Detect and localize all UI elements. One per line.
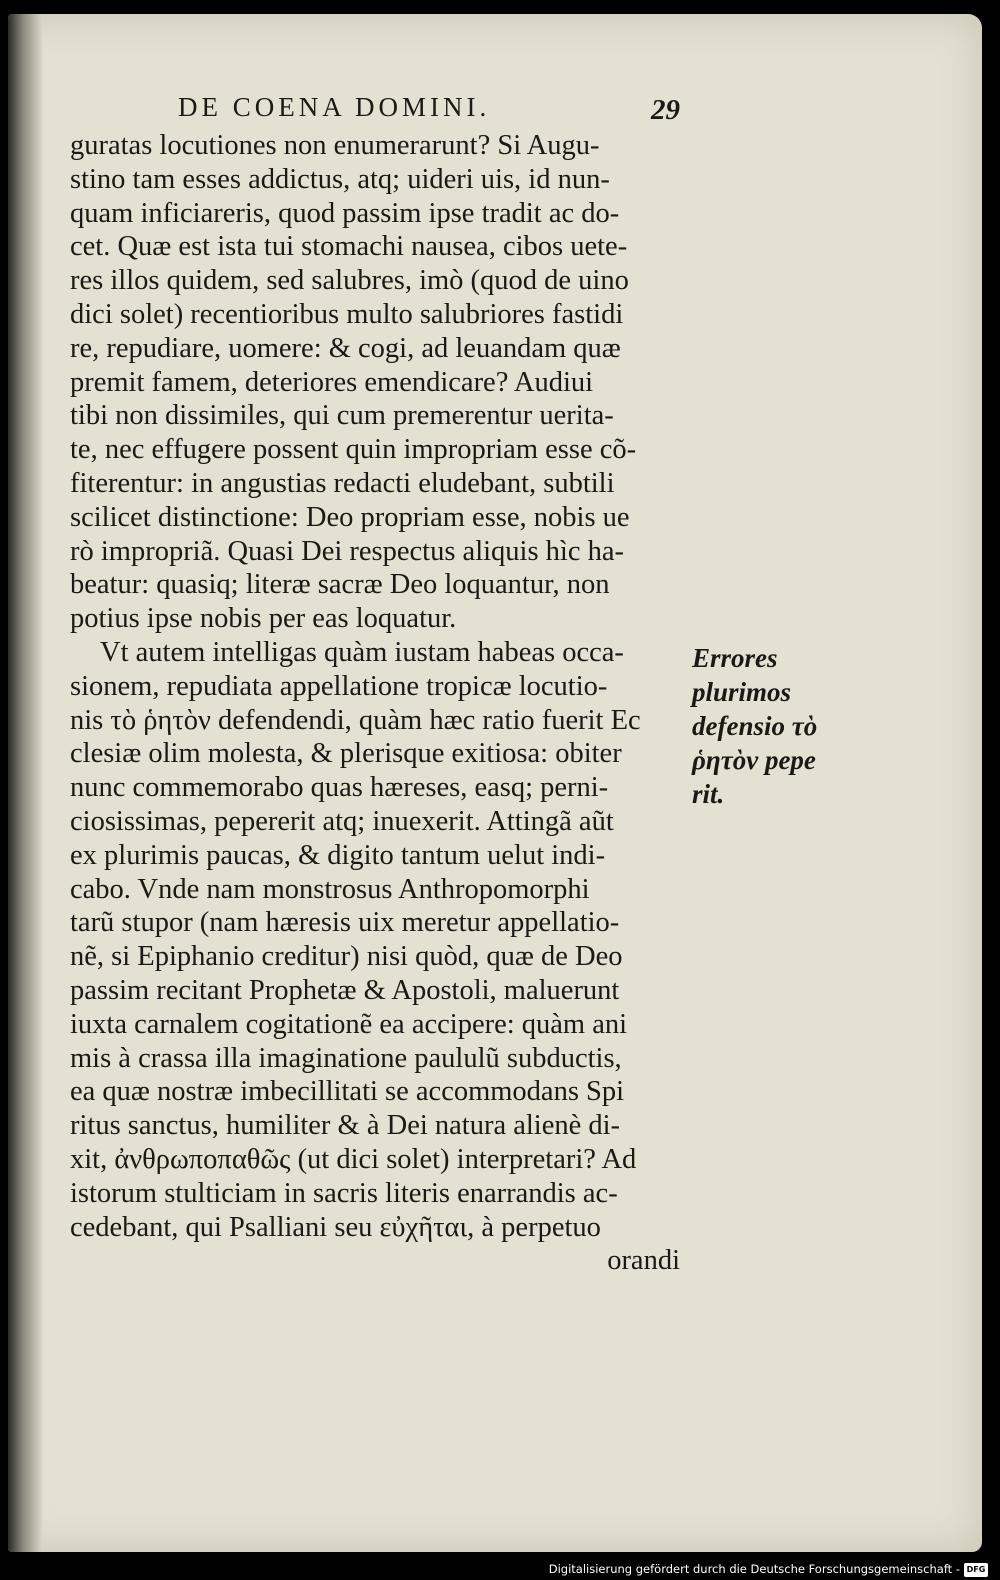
text-line: guratas locutiones non enumerarunt? Si Augu-: [70, 130, 600, 161]
text-line: ex plurimis paucas, & digito tantum uelut indi-: [70, 839, 606, 871]
text-line: res illos quidem, sed salubres, imò (quod de uino: [70, 265, 629, 297]
text-line: premit famem, deteriores emendicare? Audiui: [70, 366, 594, 398]
text-line: istorum stulticiam in sacris literis enarrandis ac-: [70, 1177, 618, 1209]
text-line: clesiæ olim molesta, & plerisque exitiosa: obiter: [70, 738, 622, 770]
book-page: [8, 14, 982, 1552]
text-line: iuxta carnalem cogitationẽ ea accipere: quàm ani: [70, 1008, 628, 1040]
text-line: potius ipse nobis per eas loquatur.: [70, 603, 457, 635]
text-line: rò impropriã. Quasi Dei respectus aliquis hìc ha-: [70, 535, 625, 567]
running-title: DE COENA DOMINI.: [178, 92, 491, 122]
text-line: mis à crassa illa imaginatione paululũ subductis,: [70, 1042, 622, 1074]
margin-note: [692, 641, 817, 811]
gutter-shadow: [8, 14, 42, 1552]
margin-note-line: defensio τὸ: [692, 711, 818, 741]
text-line: scilicet distinctione: Deo propriam esse, nobis ue: [70, 501, 630, 533]
dfg-logo: DFG: [964, 1563, 988, 1577]
text-line: xit, ἀνθρωποπαθῶς (ut dici solet) interpretari? Ad: [70, 1143, 637, 1175]
text-line: quam inficiareris, quod passim ipse tradit ac do-: [70, 197, 620, 229]
text-line: nẽ, si Epiphanio creditur) nisi quòd, quæ de Deo: [70, 941, 623, 973]
text-line: cabo. Vnde nam monstrosus Anthropomorphi: [70, 873, 590, 905]
text-line: passim recitant Prophetæ & Apostoli, maluerunt: [70, 974, 620, 1006]
body-text: [70, 129, 680, 1278]
digitization-credit: Digitalisierung gefördert durch die Deutsche Forschungsgemeinschaft -: [548, 1562, 960, 1576]
page-number: 29: [651, 94, 680, 126]
margin-note-line: rit.: [692, 779, 725, 809]
catchword: orandi: [607, 1245, 680, 1277]
margin-note-line: plurimos: [692, 677, 792, 707]
text-line: cedebant, qui Psalliani seu εὐχῆται, à perpetuo: [70, 1211, 601, 1243]
text-line: nis τὸ ῥητὸν defendendi, quàm hæc ratio fuerit Ec: [70, 704, 641, 736]
margin-note-line: ῥητὸν pepe: [692, 745, 816, 775]
text-line: tarũ stupor (nam hæresis uix meretur appellatio-: [70, 907, 620, 939]
text-line: te, nec effugere possent quin impropriam esse cõ-: [70, 434, 637, 466]
text-line: ea quæ nostræ imbecillitati se accommodans Spi: [70, 1076, 625, 1108]
text-line: dici solet) recentioribus multo salubriores fastidi: [70, 298, 624, 330]
text-line: nunc commemorabo quas hæreses, easq; perni-: [70, 772, 609, 804]
margin-note-line: Errores: [692, 643, 778, 673]
text-line: ritus sanctus, humiliter & à Dei natura alienè di-: [70, 1110, 621, 1142]
text-line: stino tam esses addictus, atq; uideri uis, id nun-: [70, 163, 610, 195]
text-line: fiterentur: in angustias redacti eludebant, subtili: [70, 467, 615, 499]
text-line: tibi non dissimiles, qui cum premerentur uerita-: [70, 400, 614, 432]
paragraph-start-line: Vt autem intelligas quàm iustam habeas occa-: [100, 636, 624, 668]
text-line: ciosissimas, pepererit atq; inuexerit. Attingã aũt: [70, 805, 614, 837]
text-line: beatur: quasiq; literæ sacræ Deo loquantur, non: [70, 569, 610, 601]
text-line: sionem, repudiata appellatione tropicæ locutio-: [70, 670, 608, 702]
text-line: cet. Quæ est ista tui stomachi nausea, cibos uete-: [70, 231, 628, 263]
text-line: re, repudiare, uomere: & cogi, ad leuandam quæ: [70, 332, 621, 364]
